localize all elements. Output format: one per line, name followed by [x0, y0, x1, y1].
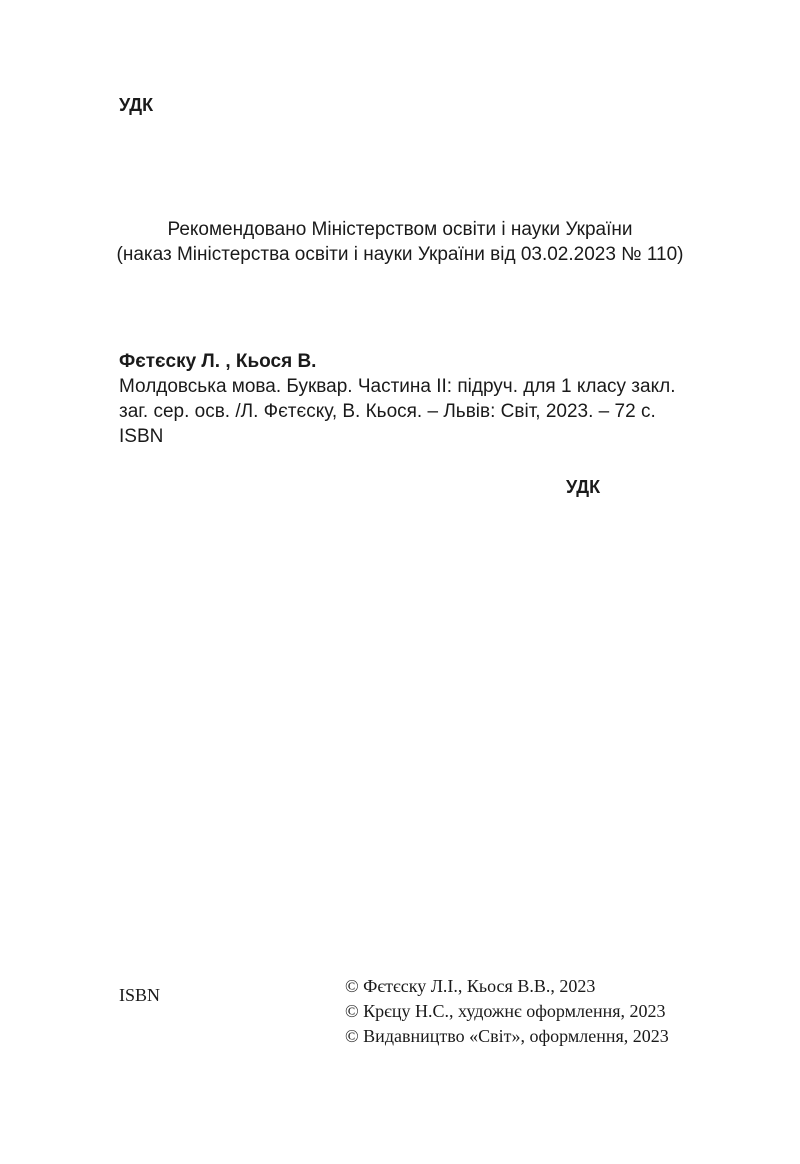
bibliography-line-1: Молдовська мова. Буквар. Частина II: підруч. для 1 класу закл. [119, 376, 676, 397]
recommendation-line-2: (наказ Міністерства освіти і науки України від 03.02.2023 № 110) [116, 244, 684, 265]
authors: Фєтєску Л. , Кьося В. [119, 351, 317, 372]
copyright-block [345, 974, 669, 1049]
recommendation-line-1: Рекомендовано Міністерством освіти і науки України [167, 219, 633, 240]
copyright-line-illustration: © Крєцу Н.С., художнє оформлення, 2023 [345, 1001, 666, 1021]
copyright-line-publisher: © Видавництво «Світ», оформлення, 2023 [345, 1026, 669, 1046]
bibliography-line-2: заг. сер. осв. /Л. Фєтєску, В. Кьося. – Львів: Світ, 2023. – 72 с. [119, 401, 656, 422]
bibliography-isbn: ISBN [119, 426, 164, 447]
recommendation-block [0, 217, 800, 267]
udk-label-top: УДК [119, 95, 154, 115]
udk-label-right: УДК [566, 477, 601, 497]
isbn-bottom: ISBN [119, 985, 161, 1005]
bibliographic-description [119, 349, 759, 449]
copyright-line-authors: © Фєтєску Л.І., Кьося В.В., 2023 [345, 976, 596, 996]
